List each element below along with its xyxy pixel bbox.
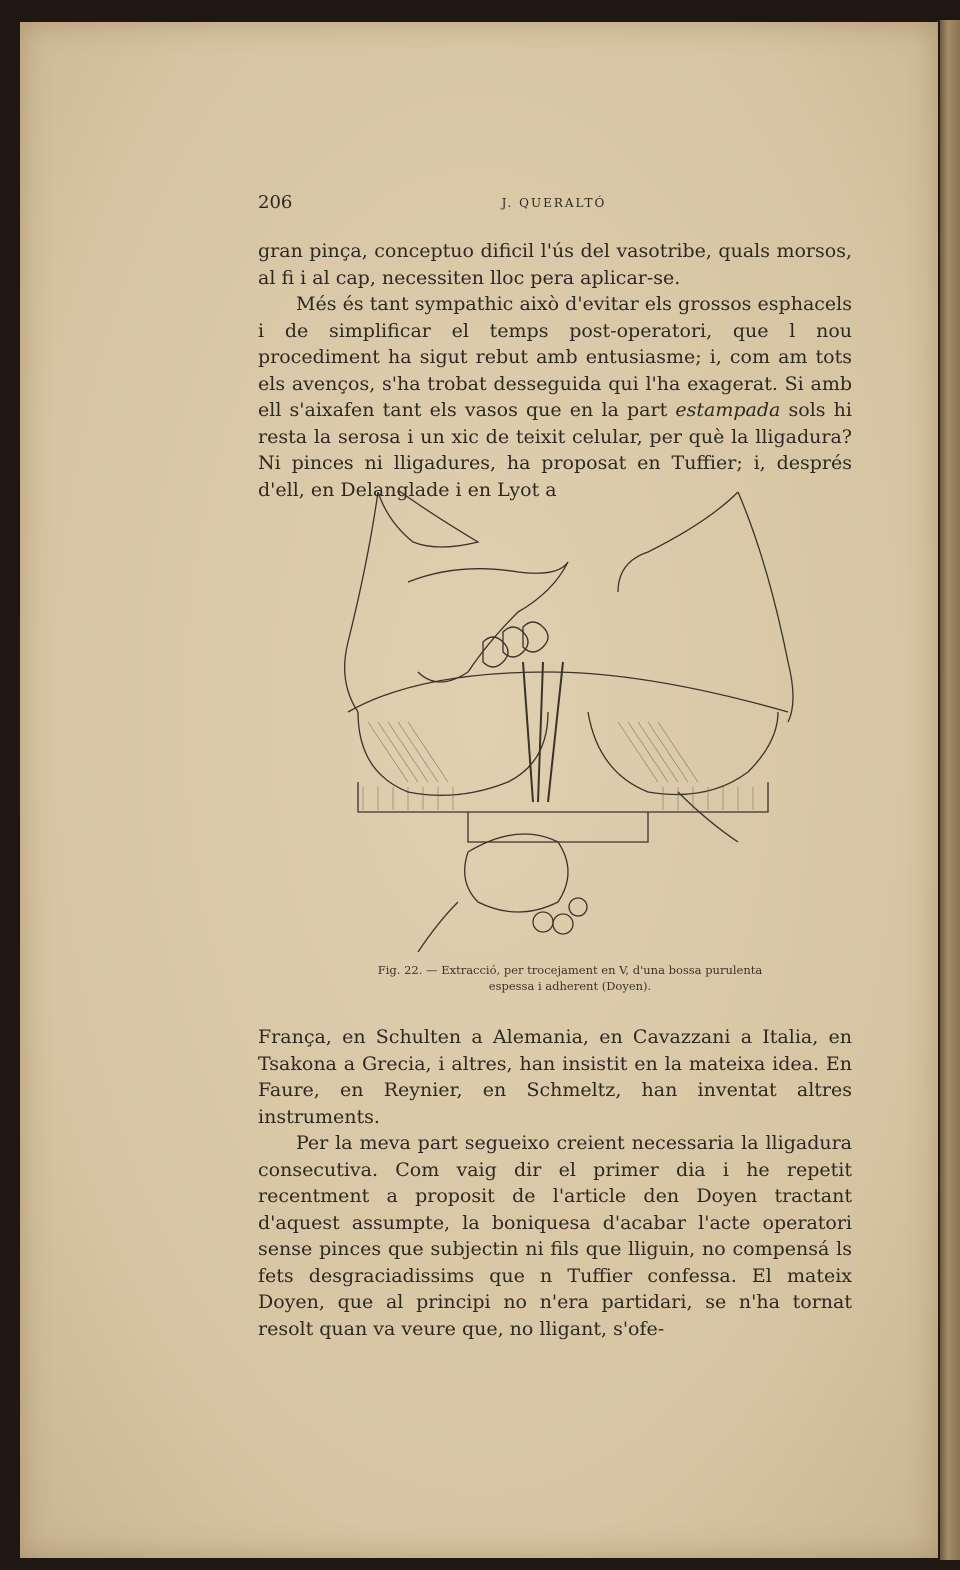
italic-term: estampada (675, 399, 781, 421)
figure-caption (300, 962, 840, 994)
caption-line: espessa i adherent (Doyen). (488, 979, 652, 993)
paragraph-text: sols hi resta la serosa i un xic de teixit celular, per què la lligadura? Ni pinces ni lligadures, ha proposat en Tuffier; i, després d'ell, en Delanglade i en Lyot a (258, 399, 852, 501)
paragraph: gran pinça, conceptuo dificil l'ús del vasotribe, quals morsos, al fi i al cap, necessiten lloc pera aplicar-se. (258, 240, 852, 289)
page-number: 206 (258, 192, 293, 213)
running-head: J. QUERALTÓ (501, 196, 607, 210)
paragraph: Per la meva part segueixo creient necessaria la lligadura consecutiva. Com vaig dir el primer dia i he repetit recentment a proposit de l'article den Doyen tractant d'aquest assumpte, la boniquesa d'acabar l'acte operatori sense pinces que subjectin ni fils que lliguin, no compensá ls fets desgraciadissims que n Tuffier confessa. El mateix Doyen, que al principi no n'era partidari, se n'ha tornat resolt quan va veure que, no lligant, s'ofe- (258, 1132, 852, 1340)
surgical-engraving (318, 482, 818, 962)
paragraph: França, en Schulten a Alemania, en Cavazzani a Italia, en Tsakona a Grecia, i altres, han insistit en la mateixa idea. En Faure, en Reynier, en Schmeltz, han inventat altres instruments. (258, 1026, 852, 1128)
page-header (258, 192, 850, 222)
paragraph-text: Més és tant sympathic això d'evitar els grossos esphacels i de simplificar el temps post-operatori, que l nou procediment ha sigut rebut amb entusiasme; i, com am tots els avenços, s'ha trobat desseguida qui l'ha exagerat. Si amb ell s'aixafen tant els vasos que en la part (258, 293, 852, 421)
text-block-top (258, 238, 852, 503)
text-block-bottom (258, 1024, 852, 1342)
caption-line: Fig. 22. — Extracció, per trocejament en V, d'una bossa purulenta (377, 963, 763, 977)
paragraph (258, 291, 852, 503)
adjacent-page-edge (940, 20, 960, 1560)
engraving-illustration (318, 482, 818, 962)
